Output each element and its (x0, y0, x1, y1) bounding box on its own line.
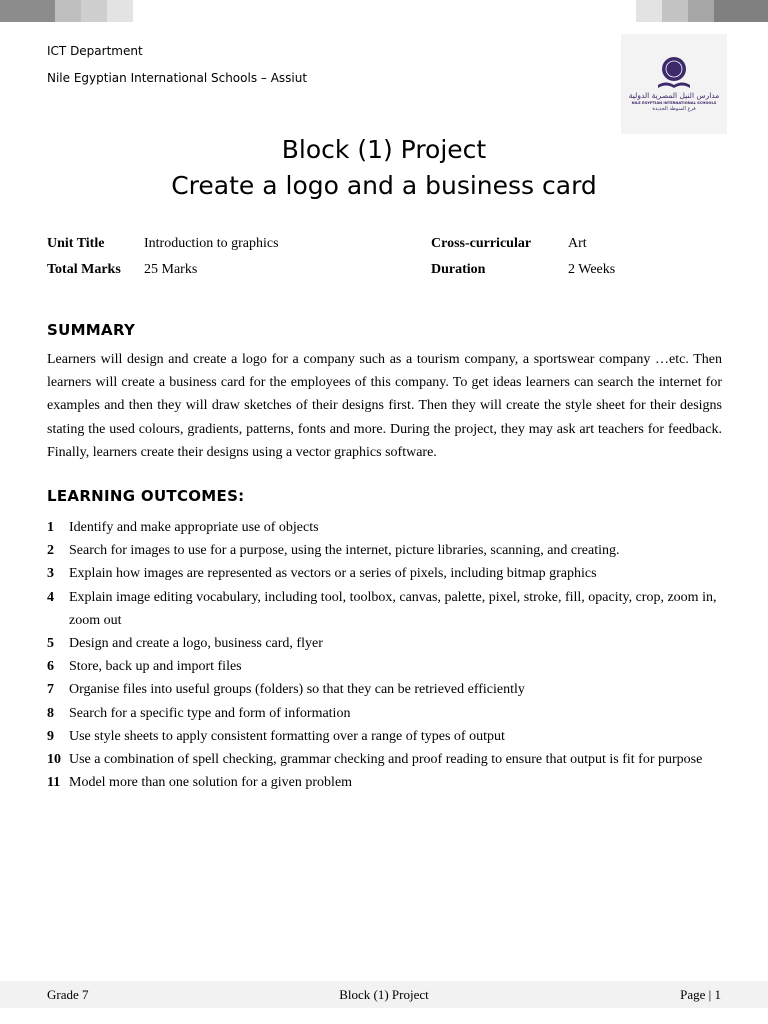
cross-curricular-label: Cross-curricular (431, 236, 532, 251)
item-number: 11 (47, 775, 61, 791)
item-number: 5 (47, 636, 54, 652)
item-number: 10 (47, 752, 61, 768)
item-text: Search for images to use for a purpose, using the internet, picture libraries, scanning, and creating. (69, 543, 620, 559)
list-item (47, 748, 723, 771)
item-text: Identify and make appropriate use of objects (69, 520, 319, 535)
item-number: 3 (47, 566, 54, 582)
unit-title-label: Unit Title (47, 236, 105, 251)
page-subtitle: Create a logo and a business card (171, 171, 597, 200)
logo-english-name: NILE EGYPTIAN INTERNATIONAL SCHOOLS (631, 101, 717, 105)
list-item (47, 632, 723, 655)
footer-grade: Grade 7 (47, 987, 89, 1002)
item-number: 8 (47, 705, 54, 721)
item-text: Search for a specific type and form of information (69, 705, 351, 721)
cross-curricular-value: Art (568, 236, 587, 251)
list-item (47, 586, 723, 632)
total-marks-value: 25 Marks (144, 262, 198, 277)
item-text: Design and create a logo, business card, flyer (69, 636, 323, 652)
item-number: 7 (47, 682, 54, 698)
footer-page-number: Page | 1 (680, 987, 721, 1002)
list-item (47, 516, 723, 539)
page-footer (0, 981, 768, 1008)
list-item (47, 539, 723, 562)
item-text: Explain how images are represented as vectors or a series of pixels, including bitmap graphics (69, 566, 597, 582)
unit-title-value: Introduction to graphics (144, 236, 279, 251)
school-logo (621, 34, 727, 134)
school-name: Nile Egyptian International Schools – Assiut (47, 71, 308, 85)
top-decorative-bar (0, 0, 768, 22)
page-title: Block (1) Project (281, 135, 487, 164)
learning-outcomes-list (47, 516, 723, 794)
footer-title: Block (1) Project (339, 987, 429, 1002)
list-item (47, 725, 723, 748)
department-name: ICT Department (47, 44, 143, 58)
item-text: Explain image editing vocabulary, including tool, toolbox, canvas, palette, pixel, stroke, fill, opacity, crop, zoom in, zoom out (69, 589, 717, 628)
list-item (47, 678, 723, 701)
logo-arabic-name: مدارس النيل المصرية الدولية (628, 91, 720, 100)
learning-outcomes-heading: LEARNING OUTCOMES: (47, 487, 245, 505)
summary-heading: SUMMARY (47, 321, 136, 339)
list-item (47, 702, 723, 725)
total-marks-label: Total Marks (47, 262, 121, 277)
item-number: 9 (47, 728, 54, 744)
item-text: Model more than one solution for a given problem (69, 775, 353, 791)
list-item (47, 562, 723, 585)
logo-branch-name: فرع المنوطة الجديدة (652, 106, 696, 112)
summary-text: Learners will design and create a logo for a company such as a tourism company, a sportswear company …etc. Then learners will create a business card for the employees of this company. To get ideas learners can search the internet for examples and then they will draw sketches of their designs first. Then they will create the style sheet for their designs stating the used colours, gradients, patterns, fonts and more. During the project, they may ask art teachers for feedback. Finally, learners create their designs using a vector graphics software. (47, 352, 722, 460)
item-text: Use style sheets to apply consistent formatting over a range of types of output (69, 728, 505, 744)
duration-label: Duration (431, 262, 486, 277)
school-logo-emblem-icon (621, 34, 727, 134)
item-text: Organise files into useful groups (folders) so that they can be retrieved efficiently (69, 682, 525, 698)
item-number: 1 (47, 520, 54, 535)
duration-value: 2 Weeks (568, 262, 616, 277)
item-text: Store, back up and import files (69, 659, 242, 675)
item-text: Use a combination of spell checking, grammar checking and proof reading to ensure that output is fit for purpose (69, 752, 703, 768)
list-item (47, 771, 723, 794)
list-item (47, 655, 723, 678)
item-number: 4 (47, 589, 54, 605)
item-number: 6 (47, 659, 54, 675)
item-number: 2 (47, 543, 54, 559)
